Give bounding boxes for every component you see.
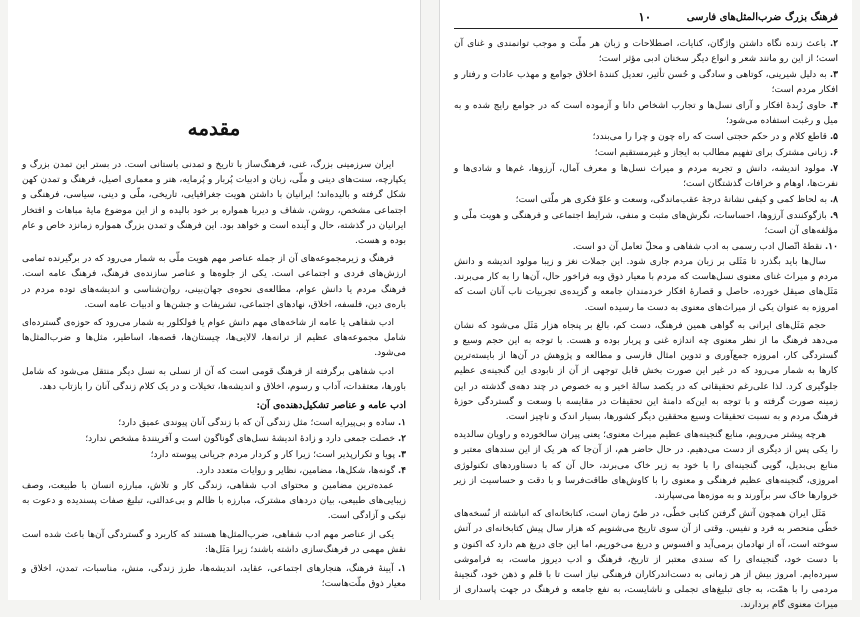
left-page	[8, 0, 420, 600]
list-item	[22, 415, 406, 431]
list-text: حاوی زُبدهٔ افکار و آرای نسل‌ها و تجارب اشخاص دانا و آزموده است که در جوامع رایج شده و به میل و رغبت استفاده می‌شود؛	[454, 101, 838, 126]
body-paragraph: سال‌ها باید بگذرد تا مَثَلی بر زبان مردم جاری شود. این جملات نغز و زیبا مولود اندیشه و دانش مردم و میراث غنای معنوی نسل‌هاست که مردم با معیار ذوق وبه فراخور حال، آن‌ها را به کار می‌برند. مَثَل‌های صیقل خورده، حاصل و قصارهٔ افکار خردمندان جامعه و گزیده‌ی تجربیات ناب آنان است که امروزه به عنوان یکی از میراث‌های معنوی به دست ما رسیده است.	[454, 257, 838, 313]
list-number: ۴.	[397, 465, 406, 477]
body-paragraph: فرهنگ و زیرمجموعه‌های آن از جمله عناصر مهم هویت ملّی به شمار می‌رود که در برگیرنده تمامی ارزش‌های فردی و اجتماعی است. یکی از جلوه‌ها و عناصر سازنده‌ی فرهنگ، فرهنگ عامه است. فرهنگ مردم یا دانش عوام، مطالعه‌ی نحوه‌ی جهان‌بینی، روان‌شناسی و اندیشه‌های توده مردم در باره‌ی دین، فلسفه، اخلاق، نهادهای اجتماعی، تشریفات و جشن‌ها و ادبیات عامه است.	[22, 254, 406, 310]
list-text: آیینهٔ فرهنگ، هنجارهای اجتماعی، عقاید، اندیشه‌ها، طرز زندگی، منش، مناسبات، تمدن، اخلاق و معیار ذوق ملّت‌هاست؛	[22, 564, 406, 590]
body-paragraph: ایران سرزمینی بزرگ، غنی، فرهنگ‌ساز با تاریخ و تمدنی باستانی است. در بستر این تمدن بزرگ و یکپارچه، سنت‌های دینی و ملّی، زبان و ادبیات پُربار و پُرمایه، هنر و معماری اصیل، فرهنگ و تمدن کهن شکل گرفته و بالیده‌اند؛ ایرانیان با داشتن هویت جغرافیایی، تاریخی، ملّی و دینی، سیاسی، فرهنگی و اجتماعی مشخص، روشن، شفاف و دیربا همواره بر خود بالیده و از این موضوع مایهٔ مباهات و افتخار ایرانیان در گذشته، حال و آینده است و خواهد بود. این فرهنگ و تمدن بزرگ همواره زمانزد خاص و عام بوده و هست.	[22, 160, 406, 247]
page-header	[454, 8, 838, 29]
list-item	[454, 36, 838, 67]
chapter-heading: مقدمه	[187, 116, 241, 140]
list-number: ۹.	[829, 210, 838, 221]
list-number: ۴.	[829, 100, 838, 111]
page-number: ۱۰	[638, 10, 652, 24]
list-item	[22, 431, 406, 447]
list-number: ۶.	[829, 147, 838, 158]
list-item	[454, 239, 838, 255]
list-text: پویا و تکرارپذیر است؛ زیرا کار و کردار مردم جریانی پیوسته دارد؛	[150, 450, 396, 461]
list-text: گونه‌ها، شکل‌ها، مضامین، نظایر و روایات متعدد دارد.	[196, 466, 396, 477]
list-number: ۱۰.	[825, 241, 838, 252]
list-item	[454, 67, 838, 98]
list-number: ۷.	[829, 163, 838, 174]
list-number: ۱.	[397, 417, 406, 429]
list-item	[454, 192, 838, 208]
list-number: ۳.	[397, 449, 406, 461]
body-paragraph: مَثَل ایران همچون آتش گرفتن کتابی خطّی، در طیّ زمان است، کتابخانه‌ای که انباشته از نُسخه‌های خطّی منحصر به فرد و نفیس. وقتی از آن سوی تاریخ می‌شنویم که هزار سال پیش کتابخانه‌ای در آتش سوخته است، آه از نهادمان برمی‌آید و افسوس و دریغ می‌خوریم، اما این جای دریغ هم دارد که اکنون و با دست خود، گنجینه‌ای را که سندی معتبر از تاریخ، فرهنگ و ادب دیروز ماست، به فراموشی سپرده‌ایم. امروز بیش از هر زمانی به دست‌اندرکاران فرهنگی نیاز است تا با قلم و ذهن خود، گنجینهٔ مردمی را با همّت، به جای تبلیغ‌های تجملی و ناشایست، به نفع جامعه و فرهنگ در جهت پاسداری از میراث معنوی گام بردارند.	[454, 509, 838, 611]
body-paragraph: هرچه پیشتر می‌رویم، منابع گنجینه‌های عظیم میراث معنوی؛ یعنی پیران سالخورده و راویان سالدیده را یکی پس از دیگری از دست می‌دهیم. در حال حاضر هم، از آن‌جا که هر یک از این سندهای معتبر و منابع بی‌بدیل، گویی گنجینه‌ای را با خود به زیر خاک می‌برند، حال آن که با دستاوردهای تکنولوژی امروزی، گنجینه‌های عظیم فرهنگی و معنوی را با کاوش‌های طاقت‌فرسا و با دقت و حساسیت از زیر خروارها خاک سر برآورند و به موزه‌ها می‌سپارند.	[454, 430, 838, 502]
list-number: ۲.	[829, 38, 838, 49]
list-number: ۸.	[829, 194, 838, 205]
list-number: ۲.	[397, 433, 406, 445]
list-text: مولود اندیشه، دانش و تجربه مردم و میراث نسل‌ها و معرف آمال، آرزوها، غم‌ها و شادی‌ها و نفرت‌ها، اوهام و خرافات گذشتگان است؛	[454, 164, 838, 189]
left-page-body	[22, 116, 406, 592]
list-item	[454, 208, 838, 239]
list-text: نقطهٔ اتّصال ادب رسمی به ادب شفاهی و محلّ تعامل آن دو است.	[572, 242, 823, 252]
body-paragraph: حجم مَثَل‌های ایرانی به گواهی همین فرهنگ، دست کم، بالغ بر پنجاه هزار مَثَل می‌شود که نشان می‌دهد فرهنگ ما از نظر معنوی چه اندازه غنی و پربار بوده و هست. با توجه به این حجم وسیع و گستردگی کار، امروزه جمع‌آوری و تدوین امثال فارسی و مطالعه و پژوهش در آن‌ها از بایسته‌ترین کارها به شمار می‌رود که در غیر این صورت بخش قابل توجهی از آن از نابودی این گنجینه‌ی عظیم جلوگیری کرد. لذا علی‌رغم تحقیقاتی که در یکصد سالهٔ اخیر و به خصوص در چند دهه‌ی گذشته در این زمینه صورت گرفته و با توجه به این‌که دامنهٔ این تحقیقات در مقایسه با وسعت و گستردگی حوزهٔ فرهنگ مردم و به نسبت تحقیقات وسیع محققین دیگر کشورها، بسیار اندک و ناچیز است.	[454, 320, 838, 423]
list-item	[454, 161, 838, 192]
list-text: به دلیل شیرینی، کوتاهی و سادگی و حُسن تأثیر، تعدیل کنندهٔ اخلاق جوامع و مهذب عادات و رفتار و افکار مردم است؛	[454, 70, 838, 95]
list-item	[22, 561, 406, 592]
right-page-body	[454, 36, 838, 617]
list-text: زبانی مشترک برای تفهیم مطالب به ایجاز و غیرمستقیم است؛	[594, 148, 828, 158]
list-number: ۵.	[829, 131, 838, 142]
list-text: به لحاظ کمی و کیفی نشانهٔ درجهٔ عقب‌ماندگی، وسعت و علوّ فکری هر ملّتی است؛	[515, 195, 828, 205]
list-text: ساده و بی‌پیرایه است؛ مثل زندگی آن که با زندگی آنان پیوندی عمیق دارد؛	[118, 418, 396, 429]
list-item	[454, 98, 838, 129]
list-number: ۳.	[829, 69, 838, 80]
list-text: قاطع کلام و در حکم حجتی است که راه چون و چرا را می‌بندد؛	[592, 132, 828, 142]
list-item	[454, 129, 838, 145]
right-page	[440, 0, 852, 611]
list-text: خصلت جمعی دارد و زادهٔ اندیشهٔ نسل‌های گوناگون است و آفرینندهٔ مشخص ندارد؛	[85, 434, 396, 445]
body-paragraph: عمده‌ترین مضامین و محتوای ادب شفاهی، زندگی کار و تلاش، مبارزه انسان با طبیعت، وصف زیبایی‌های طبیعی، بیان دردهای مشترک، مبارزه با ظالم و بی‌عدالتی، تبلیغ صفات پسندیده و دعوت به نیکی و آزادگی است.	[22, 481, 406, 522]
list-number: ۱.	[397, 563, 406, 575]
body-paragraph: ادب شفاهی برگرفته از فرهنگ قومی است که آن از نسلی به نسل دیگر منتقل می‌شود که شامل باورها، معتقدات، آداب و رسوم، اخلاق و اندیشه‌ها، تخیلات و در یک کلام زندگی آنان را بازتاب دهد.	[22, 366, 406, 392]
list-text: باعث زنده نگاه داشتن واژگان، کنایات، اصطلاحات و زبان هر ملّت و موجب توانمندی و غنای آن است؛ از این رو مانند شعر و انواع دیگر سخنان ادبی مؤثر است؛	[454, 39, 838, 64]
list-item	[22, 463, 406, 479]
list-item	[22, 447, 406, 463]
section-subheading: ادب عامه و عناصر تشکیل‌دهنده‌ی آن:	[256, 400, 406, 412]
list-text: بازگوکنندی آرزوها، احساسات، نگرش‌های مثبت و منفی، شرایط اجتماعی و فرهنگی و هویت ملّی و مؤلفه‌های آن است؛	[454, 211, 838, 236]
running-book-title: فرهنگ بزرگ ضرب‌المثل‌های فارسی	[686, 12, 838, 23]
body-paragraph: یکی از عناصر مهم ادب شفاهی، ضرب‌المثل‌ها هستند که کاربرد و گستردگی آن‌ها باعث شده است نقش مهمی در فرهنگ‌سازی داشته باشند؛ زیرا مَثَل‌ها:	[22, 529, 406, 555]
body-paragraph: ادب شفاهی یا عامه از شاخه‌های مهم دانش عوام یا فولکلور به شمار می‌رود که حوزه‌ی گسترده‌ای شامل مجموعه‌های عظیم از ترانه‌ها، لالایی‌ها، چیستان‌ها، قصه‌ها، اساطیر، مثل‌ها و ضرب‌المثل‌ها می‌شود.	[22, 318, 406, 359]
list-item	[454, 145, 838, 161]
